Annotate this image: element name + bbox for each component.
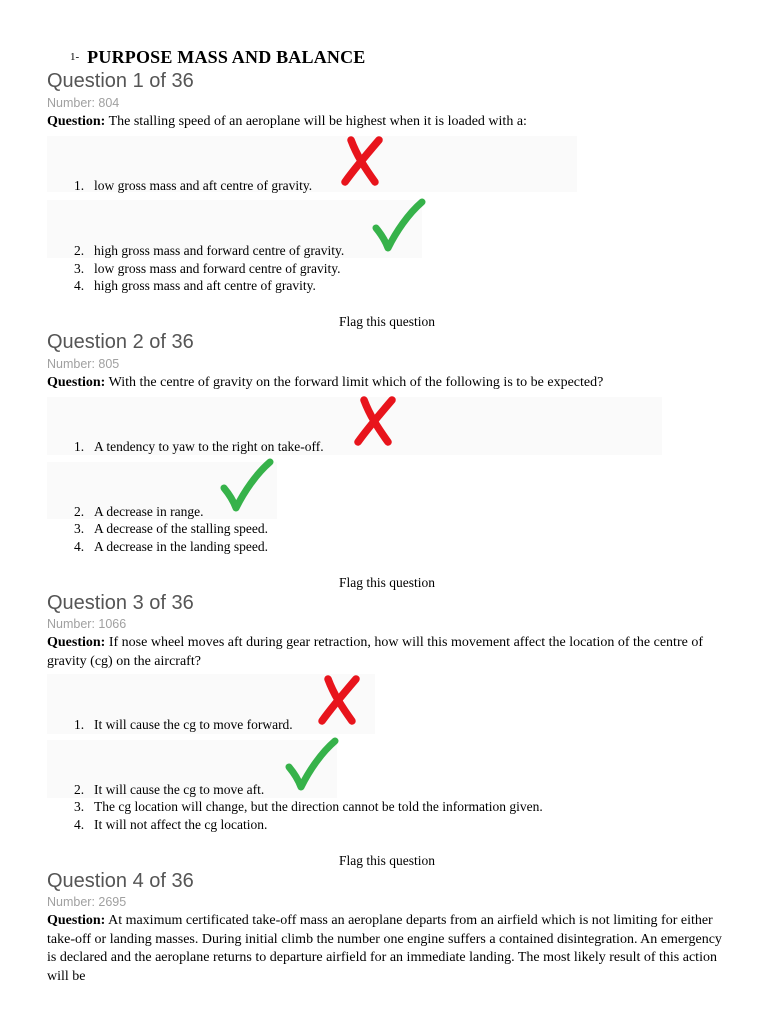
- section-title: PURPOSE MASS AND BALANCE: [87, 47, 366, 67]
- question-label: Question:: [47, 114, 106, 129]
- question-text: [47, 113, 727, 132]
- option-text: A tendency to yaw to the right on take-off.: [94, 439, 324, 454]
- green-check-icon: [283, 737, 339, 795]
- question-text: [47, 634, 727, 671]
- option-text: high gross mass and aft centre of gravity.: [94, 278, 316, 293]
- option-number: 1.: [74, 439, 85, 454]
- red-cross-icon: [352, 394, 400, 450]
- answer-option[interactable]: [74, 261, 341, 277]
- question-body: With the centre of gravity on the forward limit which of the following is to be expected?: [108, 375, 604, 390]
- answer-option[interactable]: [74, 539, 268, 555]
- option-text: A decrease of the stalling speed.: [94, 521, 268, 536]
- option-text: It will not affect the cg location.: [94, 817, 268, 832]
- flag-question-link[interactable]: Flag this question: [338, 575, 435, 590]
- option-number: 3.: [74, 261, 85, 276]
- answer-option[interactable]: [74, 782, 264, 798]
- option-text: A decrease in the landing speed.: [94, 539, 268, 554]
- answer-option[interactable]: [74, 799, 543, 815]
- option-text: low gross mass and aft centre of gravity.: [94, 178, 313, 193]
- option-number: 1.: [74, 717, 85, 732]
- option-text: It will cause the cg to move aft.: [94, 782, 265, 797]
- question-body: The stalling speed of an aeroplane will be highest when it is loaded with a:: [108, 114, 527, 129]
- green-check-icon: [370, 198, 426, 256]
- option-number: 3.: [74, 799, 85, 814]
- option-text: A decrease in range.: [94, 504, 204, 519]
- answer-option[interactable]: [74, 278, 316, 294]
- option-text: The cg location will change, but the direction cannot be told the information given.: [94, 799, 543, 814]
- section-heading: [70, 47, 366, 68]
- flag-question-link[interactable]: Flag this question: [338, 853, 435, 868]
- question-number: Number: 1066: [47, 617, 127, 631]
- question-body: If nose wheel moves aft during gear retraction, how will this movement affect the location of the centre of gravity (cg) on the aircraft?: [47, 635, 703, 669]
- option-number: 3.: [74, 521, 85, 536]
- option-text: It will cause the cg to move forward.: [94, 717, 293, 732]
- option-number: 4.: [74, 539, 85, 554]
- section-number: 1-: [70, 51, 80, 63]
- question-text: [47, 374, 727, 393]
- question-body: At maximum certificated take-off mass an aeroplane departs from an airfield which is not limiting for either take-off or landing masses. During initial climb the number one engine suffers a contained disintegration. An emergency is declared and the aeroplane returns to departure airfield for an immediate landing. The most likely result of this action will be: [47, 913, 722, 984]
- option-text: low gross mass and forward centre of gravity.: [94, 261, 341, 276]
- red-cross-icon: [339, 134, 387, 190]
- red-cross-icon: [316, 673, 364, 729]
- question-label: Question:: [47, 375, 106, 390]
- answer-option[interactable]: [74, 504, 203, 520]
- option-number: 2.: [74, 782, 85, 797]
- answer-option[interactable]: [74, 521, 268, 537]
- question-number: Number: 804: [47, 96, 120, 110]
- question-label: Question:: [47, 913, 106, 928]
- question-number: Number: 805: [47, 357, 120, 371]
- question-title: Question 2 of 36: [47, 331, 194, 353]
- answer-option[interactable]: [74, 817, 267, 833]
- answer-option[interactable]: [74, 439, 324, 455]
- question-title: Question 4 of 36: [47, 870, 194, 892]
- question-text: [47, 912, 727, 986]
- answer-option[interactable]: [74, 243, 344, 259]
- option-number: 2.: [74, 504, 85, 519]
- option-number: 4.: [74, 817, 85, 832]
- green-check-icon: [218, 458, 274, 516]
- option-number: 4.: [74, 278, 85, 293]
- option-number: 1.: [74, 178, 85, 193]
- answer-option[interactable]: [74, 178, 312, 194]
- question-number: Number: 2695: [47, 895, 127, 909]
- question-title: Question 3 of 36: [47, 592, 194, 614]
- flag-question-link[interactable]: Flag this question: [338, 314, 435, 329]
- question-title: Question 1 of 36: [47, 70, 194, 92]
- answer-option[interactable]: [74, 717, 293, 733]
- question-label: Question:: [47, 635, 106, 650]
- option-text: high gross mass and forward centre of gravity.: [94, 243, 345, 258]
- option-number: 2.: [74, 243, 85, 258]
